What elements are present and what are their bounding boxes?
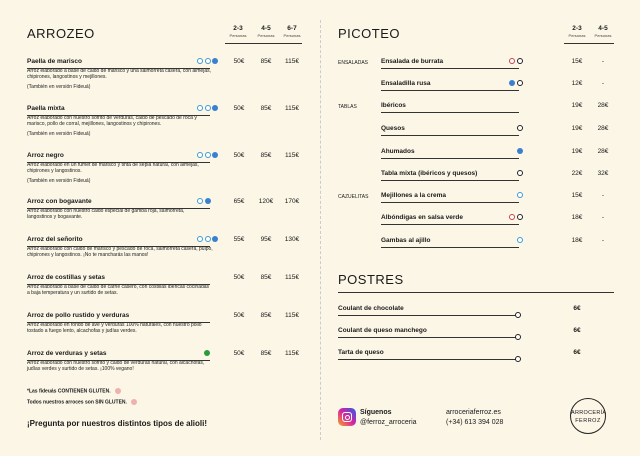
dish-arroz-bogavante: Arroz con bogavante Arroz elaborado con nuestro caldo especial de gamba roja, salmorreta, langostinos y bogavante. 65€ 120€ 170€ [27,198,300,221]
vegan-check-icon [204,350,210,356]
milk-allergen-icon [517,125,523,131]
picoteo-row: Gambas al ajillo 18€ - [338,237,614,249]
dish-verduras-setas: Arroz de verduras y setas Arroz elaborado con nuestro sofrito y caldo de verduras natural, con alcachofas, judías verdes y surtido de setas. ¡100% vegano! 50€ 85€ 115€ [27,350,299,373]
instagram-icon[interactable] [338,408,356,426]
picoteo-row: ENSALADAS Ensalada de burrata 15€ - [338,58,614,70]
milk-allergen-icon [515,356,521,362]
mollusc-allergen-icon [205,105,211,111]
dish-arroz-negro: Arroz negro Arroz elaborado en un fumet de marisco y tinta de sepia natural, con almejas, chipirones y langostinos. (También en versión Fideuá) 50€ 85€ 115€ [27,152,299,184]
milk-allergen-icon [517,170,523,176]
instagram-handle[interactable]: @ferroz_arroceria [360,419,417,426]
fish-allergen-icon [517,148,523,154]
crustacean-allergen-icon [212,152,218,158]
mollusc-allergen-icon [517,192,523,198]
website-link[interactable]: arroceriaferroz.es [446,409,501,416]
picoteo-row: Quesos 19€ 28€ [338,125,614,137]
milk-allergen-icon [515,312,521,318]
milk-allergen-icon [517,214,523,220]
follow-label: Síguenos [360,409,392,416]
page-divider [320,20,321,440]
mollusc-allergen-icon [205,236,211,242]
header-underline [564,43,614,44]
postres-underline [338,292,614,293]
crustacean-allergen-icon [212,236,218,242]
header-4-5: 4-5 Personas [594,25,612,38]
gluten-free-footnote: Todos nuestros arroces son SIN GLUTEN. [27,399,137,405]
fish-allergen-icon [197,58,203,64]
crustacean-allergen-icon [212,58,218,64]
picoteo-row: Tabla mixta (ibéricos y quesos) 22€ 32€ [338,170,614,182]
milk-allergen-icon [509,58,515,64]
egg-allergen-icon [509,80,515,86]
crustacean-allergen-icon [205,198,211,204]
picoteo-row: Ahumados 19€ 28€ [338,148,614,160]
mollusc-allergen-icon [205,58,211,64]
crustacean-allergen-icon [517,237,523,243]
crustacean-allergen-icon [212,105,218,111]
picoteo-title: PICOTEO [338,26,401,41]
header-6-7: 6-7 Personas [283,25,301,38]
phone-number[interactable]: (+34) 613 394 028 [446,419,504,426]
fish-allergen-icon [197,236,203,242]
dish-pollo-verduras: Arroz de pollo rustido y verduras Arroz elaborado en fondo de ave y verduras 100% naturales, con nuestro pollo tostado a fuego lento, alcachofas y judías verdes. 50€ 85€ 115€ [27,312,299,335]
nuts-allergen-icon [517,58,523,64]
postres-title: POSTRES [338,272,404,287]
gluten-footnote: *Las fideuás CONTIENEN GLUTEN. [27,388,121,394]
header-2-3: 2-3 Personas [568,25,586,38]
alioli-note: ¡Pregunta por nuestros distintos tipos de alioli! [27,419,208,428]
dish-arroz-senorito: Arroz del señorito Arroz elaborado con caldo de marisco y pescado de roca, salmorreta casera, pulpo, chipirones y langostinos. ¡No te mancharás las manos! 55€ 95€ 130€ [27,236,300,259]
fish-allergen-icon [197,105,203,111]
gluten-icon [115,388,121,394]
gluten-allergen-icon [509,214,515,220]
picoteo-row: Albóndigas en salsa verde 18€ - [338,214,614,226]
mollusc-allergen-icon [205,152,211,158]
picoteo-row: TABLAS Ibéricos 19€ 28€ [338,102,614,114]
arroceria-ferroz-logo: ARROCERÍA FERROZ [570,398,606,434]
fish-allergen-icon [197,152,203,158]
milk-allergen-icon [515,334,521,340]
header-underline [225,43,302,44]
arrozeo-title: ARROZEO [27,26,95,41]
picoteo-row: CAZUELITAS Mejillones a la crema 15€ - [338,192,614,204]
picoteo-row: Ensaladilla rusa 12€ - [338,80,614,92]
gluten-free-icon [131,399,137,405]
dish-costillas-setas: Arroz de costillas y setas Arroz elaborado a base de caldo de carne casero, con costillas ibéricas cocinadas a baja temperatura y un surtido de setas. 50€ 85€ 115€ [27,274,299,297]
header-4-5: 4-5 Personas [257,25,275,38]
header-2-3: 2-3 Personas [229,25,247,38]
fish-allergen-icon [197,198,203,204]
fish-allergen-icon [517,80,523,86]
dish-paella-mixta: Paella mixta Arroz elaborado con nuestro sofrito de verduras, caldo de pescado de roca y marisco, pollo de corral, mejillones, langostinos y chipirones. (También en versión Fideuá) 50€ 85€ 115€ [27,105,299,137]
dish-paella-marisco: Paella de marisco Arroz elaborado a base de caldo de marisco y una salmorreta casera, con almejas, chipirones, langostinos y mejillones. (También en versión Fideuá) 50€ 85€ 115€ [27,58,299,90]
